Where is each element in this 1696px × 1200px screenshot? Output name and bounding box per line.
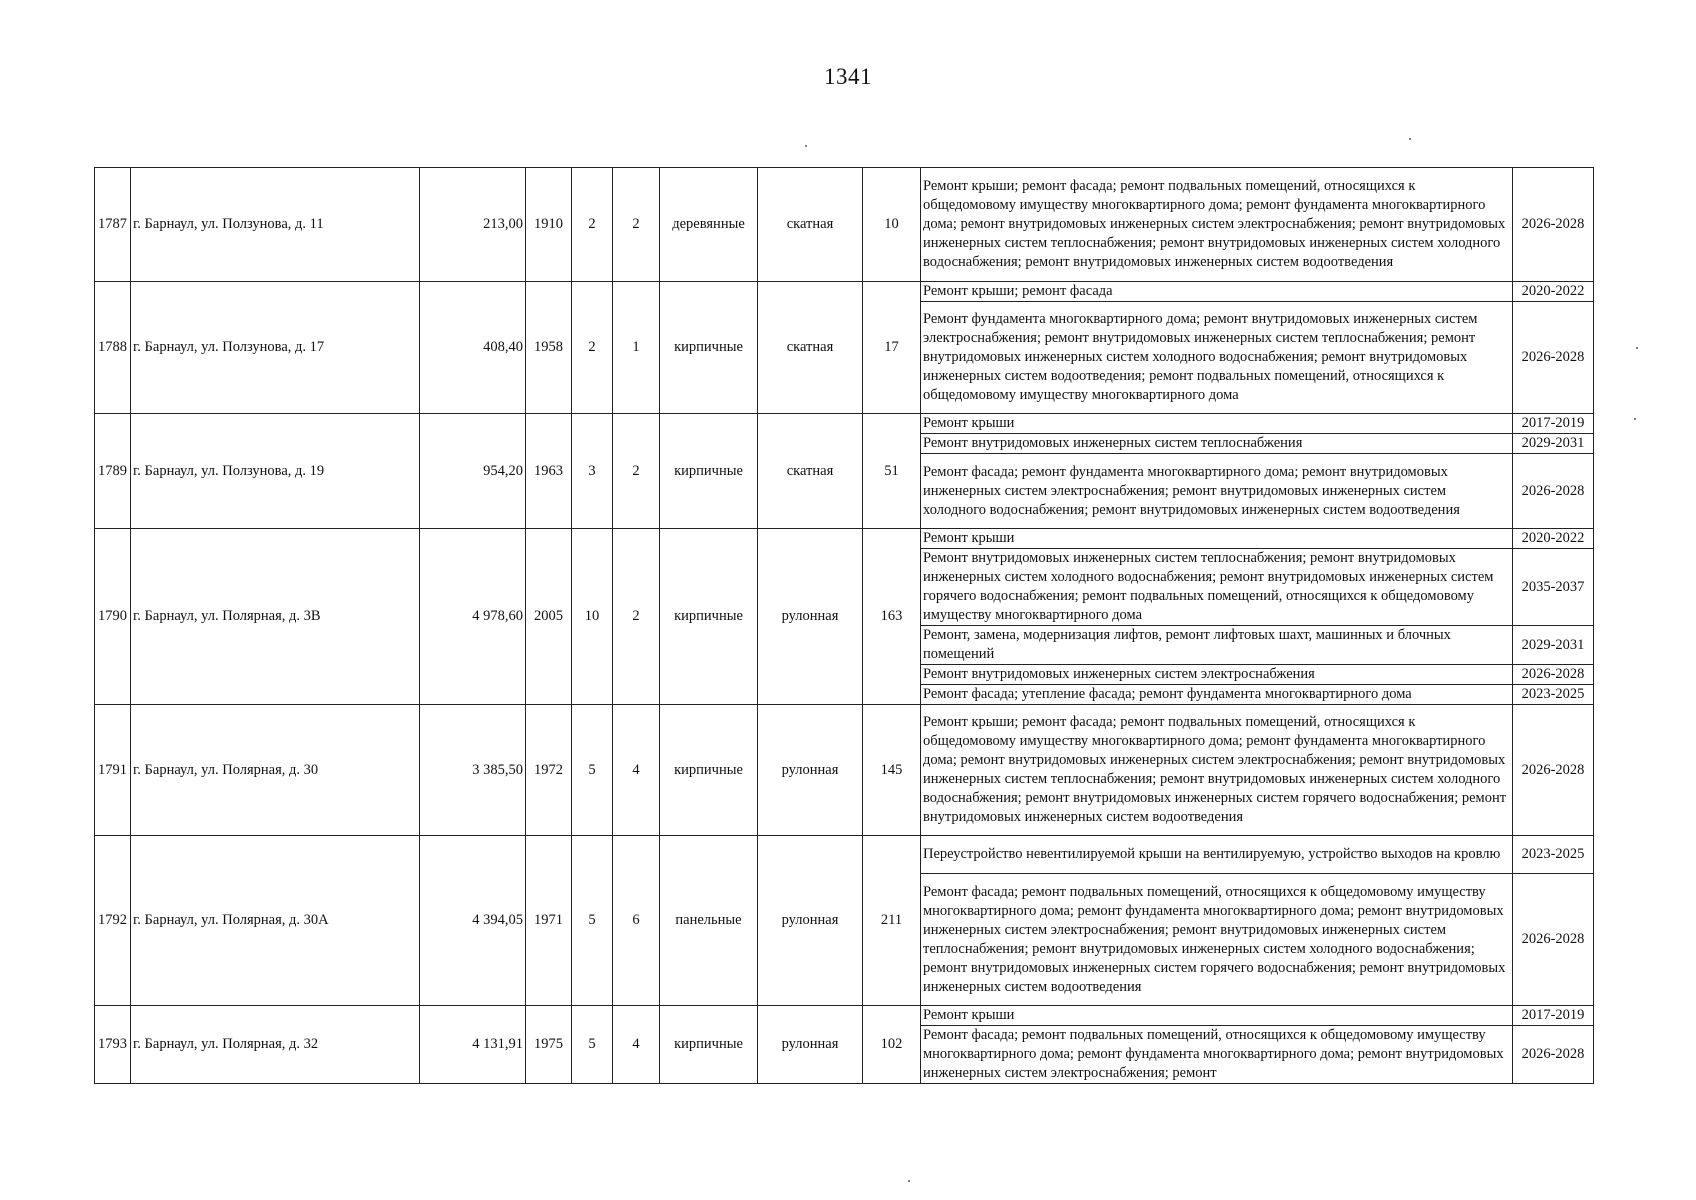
work-description: Ремонт крыши [921,1006,1513,1026]
row-entrances: 6 [613,836,660,1006]
work-description: Ремонт крыши [921,414,1513,434]
table-row [95,414,1594,434]
row-number: 1790 [95,529,131,705]
capital-repair-table [94,167,1594,1084]
work-period: 2035-2037 [1513,549,1594,626]
row-address: г. Барнаул, ул. Полярная, д. 3В [131,529,420,705]
row-area: 3 385,50 [420,705,526,836]
row-entrances: 2 [613,168,660,282]
row-roof-type: скатная [758,168,863,282]
row-residents: 211 [863,836,921,1006]
work-period: 2017-2019 [1513,414,1594,434]
work-description: Ремонт крыши; ремонт фасада [921,282,1513,302]
table-row [95,836,1594,874]
work-description: Ремонт крыши; ремонт фасада; ремонт подвальных помещений, относящихся к общедомовому имуществу многоквартирного дома; ремонт фундамента многоквартирного дома; ремонт внутридомовых инженерных систем электроснабжения; ремонт внутридомовых инженерных систем теплоснабжения; ремонт внутридомовых инженерных систем холодного водоснабжения; ремонт внутридомовых инженерных систем горячего водоснабжения; ремонт внутридомовых инженерных систем водоотведения [921,705,1513,836]
row-area: 213,00 [420,168,526,282]
row-floors: 5 [572,836,613,1006]
row-entrances: 2 [613,414,660,529]
row-wall-material: кирпичные [660,705,758,836]
row-wall-material: кирпичные [660,282,758,414]
row-address: г. Барнаул, ул. Ползунова, д. 11 [131,168,420,282]
work-period: 2026-2028 [1513,168,1594,282]
work-description: Ремонт внутридомовых инженерных систем электроснабжения [921,665,1513,685]
row-wall-material: панельные [660,836,758,1006]
work-period: 2026-2028 [1513,665,1594,685]
work-period: 2026-2028 [1513,705,1594,836]
row-residents: 145 [863,705,921,836]
work-period: 2026-2028 [1513,1026,1594,1084]
row-residents: 102 [863,1006,921,1084]
work-description: Ремонт внутридомовых инженерных систем теплоснабжения; ремонт внутридомовых инженерных систем холодного водоснабжения; ремонт внутридомовых инженерных систем горячего водоснабжения; ремонт подвальных помещений, относящихся к общедомовому имуществу многоквартирного дома [921,549,1513,626]
row-number: 1787 [95,168,131,282]
row-year: 1972 [526,705,572,836]
row-number: 1788 [95,282,131,414]
row-roof-type: рулонная [758,836,863,1006]
row-number: 1791 [95,705,131,836]
row-roof-type: рулонная [758,705,863,836]
row-area: 4 131,91 [420,1006,526,1084]
row-roof-type: скатная [758,282,863,414]
row-residents: 10 [863,168,921,282]
row-address: г. Барнаул, ул. Полярная, д. 30 [131,705,420,836]
row-wall-material: деревянные [660,168,758,282]
row-wall-material: кирпичные [660,529,758,705]
row-floors: 5 [572,705,613,836]
work-period: 2026-2028 [1513,302,1594,414]
work-period: 2029-2031 [1513,626,1594,665]
row-address: г. Барнаул, ул. Ползунова, д. 19 [131,414,420,529]
row-roof-type: рулонная [758,529,863,705]
scan-speck [1636,347,1638,349]
table-row [95,1006,1594,1026]
row-number: 1793 [95,1006,131,1084]
row-entrances: 4 [613,705,660,836]
row-area: 408,40 [420,282,526,414]
row-year: 2005 [526,529,572,705]
row-entrances: 1 [613,282,660,414]
row-address: г. Барнаул, ул. Полярная, д. 32 [131,1006,420,1084]
row-residents: 51 [863,414,921,529]
work-description: Ремонт фасада; утепление фасада; ремонт фундамента многоквартирного дома [921,685,1513,705]
row-floors: 10 [572,529,613,705]
row-area: 4 978,60 [420,529,526,705]
work-description: Ремонт фасада; ремонт фундамента многоквартирного дома; ремонт внутридомовых инженерных систем электроснабжения; ремонт внутридомовых инженерных систем холодного водоснабжения; ремонт внутридомовых инженерных систем водоотведения [921,454,1513,529]
row-floors: 3 [572,414,613,529]
row-address: г. Барнаул, ул. Ползунова, д. 17 [131,282,420,414]
row-address: г. Барнаул, ул. Полярная, д. 30А [131,836,420,1006]
work-description: Ремонт внутридомовых инженерных систем теплоснабжения [921,434,1513,454]
table-row [95,168,1594,282]
table-row [95,705,1594,836]
row-year: 1958 [526,282,572,414]
row-wall-material: кирпичные [660,1006,758,1084]
row-area: 4 394,05 [420,836,526,1006]
row-year: 1971 [526,836,572,1006]
work-period: 2020-2022 [1513,282,1594,302]
row-floors: 2 [572,168,613,282]
work-period: 2029-2031 [1513,434,1594,454]
row-entrances: 2 [613,529,660,705]
row-floors: 2 [572,282,613,414]
row-number: 1792 [95,836,131,1006]
table-row [95,282,1594,302]
work-period: 2026-2028 [1513,454,1594,529]
work-description: Переустройство невентилируемой крыши на вентилируемую, устройство выходов на кровлю [921,836,1513,874]
row-roof-type: рулонная [758,1006,863,1084]
table-row [95,529,1594,549]
row-year: 1963 [526,414,572,529]
work-description: Ремонт крыши [921,529,1513,549]
row-year: 1910 [526,168,572,282]
row-wall-material: кирпичные [660,414,758,529]
work-period: 2026-2028 [1513,874,1594,1006]
work-description: Ремонт, замена, модернизация лифтов, ремонт лифтовых шахт, машинных и блочных помещений [921,626,1513,665]
scan-speck [1634,418,1636,420]
work-description: Ремонт крыши; ремонт фасада; ремонт подвальных помещений, относящихся к общедомовому имуществу многоквартирного дома; ремонт фундамента многоквартирного дома; ремонт внутридомовых инженерных систем электроснабжения; ремонт внутридомовых инженерных систем теплоснабжения; ремонт внутридомовых инженерных систем холодного водоснабжения; ремонт внутридомовых инженерных систем водоотведения [921,168,1513,282]
row-entrances: 4 [613,1006,660,1084]
page-number: 1341 [824,64,872,89]
row-residents: 17 [863,282,921,414]
row-year: 1975 [526,1006,572,1084]
row-number: 1789 [95,414,131,529]
work-description: Ремонт фасада; ремонт подвальных помещений, относящихся к общедомовому имуществу многоквартирного дома; ремонт фундамента многоквартирного дома; ремонт внутридомовых инженерных систем электроснабжения; ремонт внутридомовых инженерных систем теплоснабжения; ремонт внутридомовых инженерных систем холодного водоснабжения; ремонт внутридомовых инженерных систем горячего водоснабжения; ремонт внутридомовых инженерных систем водоотведения [921,874,1513,1006]
work-description: Ремонт фасада; ремонт подвальных помещений, относящихся к общедомовому имуществу многоквартирного дома; ремонт фундамента многоквартирного дома; ремонт внутридомовых инженерных систем электроснабжения; ремонт [921,1026,1513,1084]
work-description: Ремонт фундамента многоквартирного дома; ремонт внутридомовых инженерных систем электроснабжения; ремонт внутридомовых инженерных систем теплоснабжения; ремонт внутридомовых инженерных систем холодного водоснабжения; ремонт внутридомовых инженерных систем водоотведения; ремонт подвальных помещений, относящихся к общедомовому имуществу многоквартирного дома [921,302,1513,414]
scan-speck [1409,138,1411,140]
row-floors: 5 [572,1006,613,1084]
work-period: 2017-2019 [1513,1006,1594,1026]
table-body [95,168,1594,1084]
work-period: 2023-2025 [1513,685,1594,705]
work-period: 2020-2022 [1513,529,1594,549]
row-roof-type: скатная [758,414,863,529]
scan-speck [908,1180,910,1182]
work-period: 2023-2025 [1513,836,1594,874]
scan-speck [805,145,807,147]
row-area: 954,20 [420,414,526,529]
row-residents: 163 [863,529,921,705]
